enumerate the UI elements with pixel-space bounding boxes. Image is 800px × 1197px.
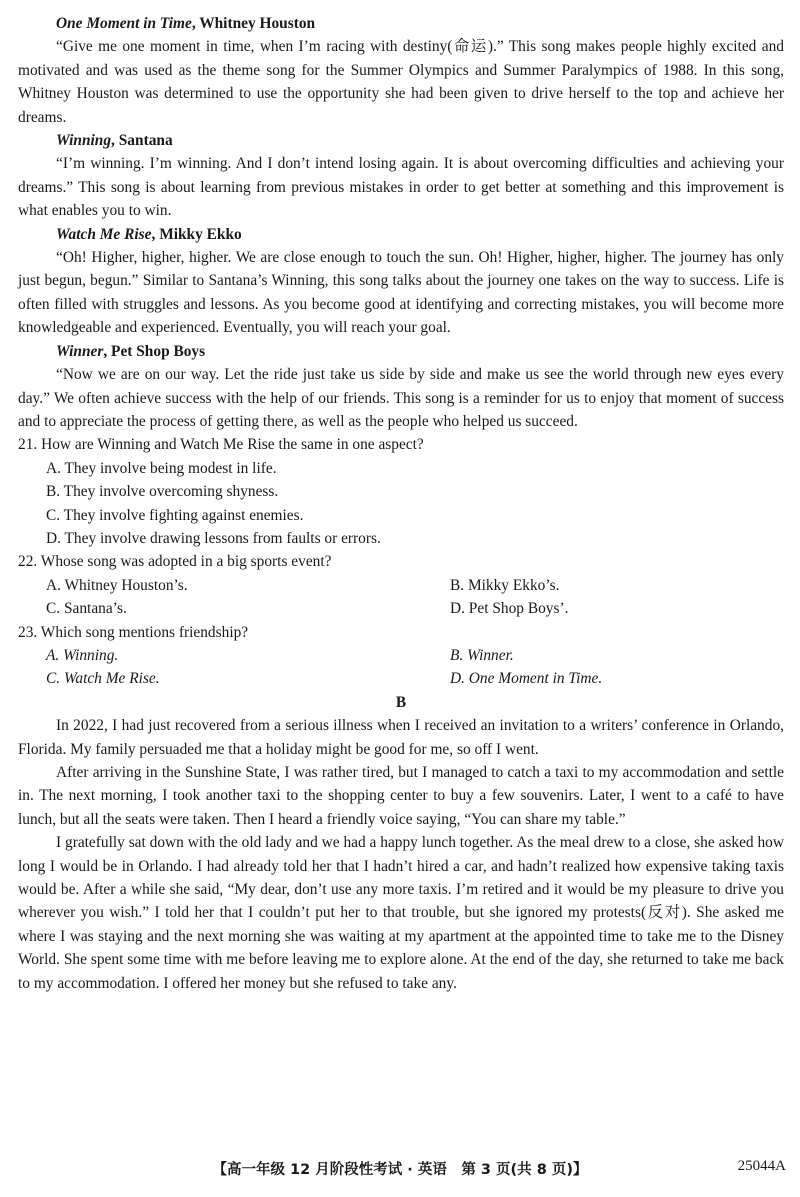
exam-page <box>18 12 784 995</box>
answer-option: D. They involve drawing lessons from faults or errors. <box>46 529 381 547</box>
song-title: One Moment in Time <box>56 15 192 32</box>
song-description: “I’m winning. I’m winning. And I don’t intend losing again. It is about overcoming difficulties and achieving your dreams.” This song is about learning from previous mistakes in order to get better at something and this improvement is what enables you to win. <box>18 155 784 220</box>
song-description: “Oh! Higher, higher, higher. We are close enough to touch the sun. Oh! Higher, higher, higher. The journey has only just begun, begun.” Similar to Santana’s Winning, this song talks about the journey one takes on the way to success. Life is often filled with struggles and lessons. As you become good at identifying and correcting mistakes, you will become more knowledgeable and experienced. Eventually, you will reach your goal. <box>18 249 784 337</box>
song-heading: Watch Me Rise, Mikky Ekko <box>56 225 242 243</box>
song-description: “Give me one moment in time, when I’m racing with destiny(命运).” This song makes people highly excited and motivated and was used as the theme song for the Summer Olympics and Summer Paralympics of 1988. In this song, Whitney Houston was determined to use the opportunity she had been given to drive herself to the top and achieve her dreams. <box>18 38 784 126</box>
question-stem: 21. How are Winning and Watch Me Rise the same in one aspect? <box>18 436 424 454</box>
song-heading: One Moment in Time, Whitney Houston <box>56 15 316 32</box>
song-artist: Mikky Ekko <box>159 225 242 243</box>
song-artist: Pet Shop Boys <box>111 342 206 360</box>
answer-option: B. Winner. <box>450 646 514 664</box>
song-heading: Winner, Pet Shop Boys <box>56 342 206 360</box>
question-stem: 23. Which song mentions friendship? <box>18 623 249 641</box>
answer-options-grid <box>18 644 784 691</box>
answer-option: D. Pet Shop Boys’. <box>450 600 569 618</box>
footer-label: 【高一年级 12 月阶段性考试 · 英语 第 3 页(共 8 页)】 <box>212 1162 588 1178</box>
song-artist: Whitney Houston <box>199 15 316 32</box>
page-footer <box>0 1158 800 1184</box>
passage-paragraph: I gratefully sat down with the old lady and we had a happy lunch together. As the meal drew to a close, she asked how long I would be in Orlando. I had already told her that I hadn’t hired a car, and hadn’t realized how expensive taking taxis would be. After a while she said, “My dear, don’t use any more taxis. I’m retired and it would be my pleasure to drive you wherever you wish.” I told her that I couldn’t put her to that trouble, but she ignored my protests(反对). She asked me where I was staying and the next morning she was waiting at my apartment at the appointed time to take me to the Disney World. She spent some time with me before leaving me to explore alone. At the end of the day, she returned to take me back to my accommodation. I offered her money but she refused to take any. <box>18 834 784 992</box>
answer-option: C. Watch Me Rise. <box>46 670 160 688</box>
answer-option: C. They involve fighting against enemies. <box>46 506 304 524</box>
answer-option: C. Santana’s. <box>46 600 127 618</box>
exam-code: 25044A <box>737 1158 786 1174</box>
song-title: Winner <box>56 342 104 360</box>
answer-option: B. Mikky Ekko’s. <box>450 576 560 594</box>
song-title: Watch Me Rise <box>56 225 152 243</box>
section-heading: B <box>395 693 407 711</box>
answer-option: A. Whitney Houston’s. <box>46 576 188 594</box>
answer-option: A. They involve being modest in life. <box>46 459 277 477</box>
answer-option: A. Winning. <box>46 646 119 664</box>
passage-paragraph: In 2022, I had just recovered from a serious illness when I received an invitation to a writers’ conference in Orlando, Florida. My family persuaded me that a holiday might be good for me, so off I went. <box>18 717 784 758</box>
song-title: Winning <box>56 132 112 150</box>
question-stem: 22. Whose song was adopted in a big sports event? <box>18 553 332 571</box>
song-description: “Now we are on our way. Let the ride just take us side by side and make us see the world through new eyes every day.” We often achieve success with the help of our friends. This song is a reminder for us to enjoy that moment of success and to appreciate the process of getting there, as well as the people who helped us succeed. <box>18 366 784 430</box>
song-artist: Santana <box>118 132 173 150</box>
answer-option: B. They involve overcoming shyness. <box>46 483 279 501</box>
passage-paragraph: After arriving in the Sunshine State, I was rather tired, but I managed to catch a taxi to my accommodation and settle in. The next morning, I took another taxi to the shopping center to buy a few souvenirs. Later, I went to a café to have lunch, but all the seats were taken. Then I heard a friendly voice saying, “You can share my table.” <box>18 764 784 828</box>
answer-options-grid <box>18 574 784 621</box>
song-heading: Winning, Santana <box>56 132 173 150</box>
answer-option: D. One Moment in Time. <box>450 670 603 688</box>
